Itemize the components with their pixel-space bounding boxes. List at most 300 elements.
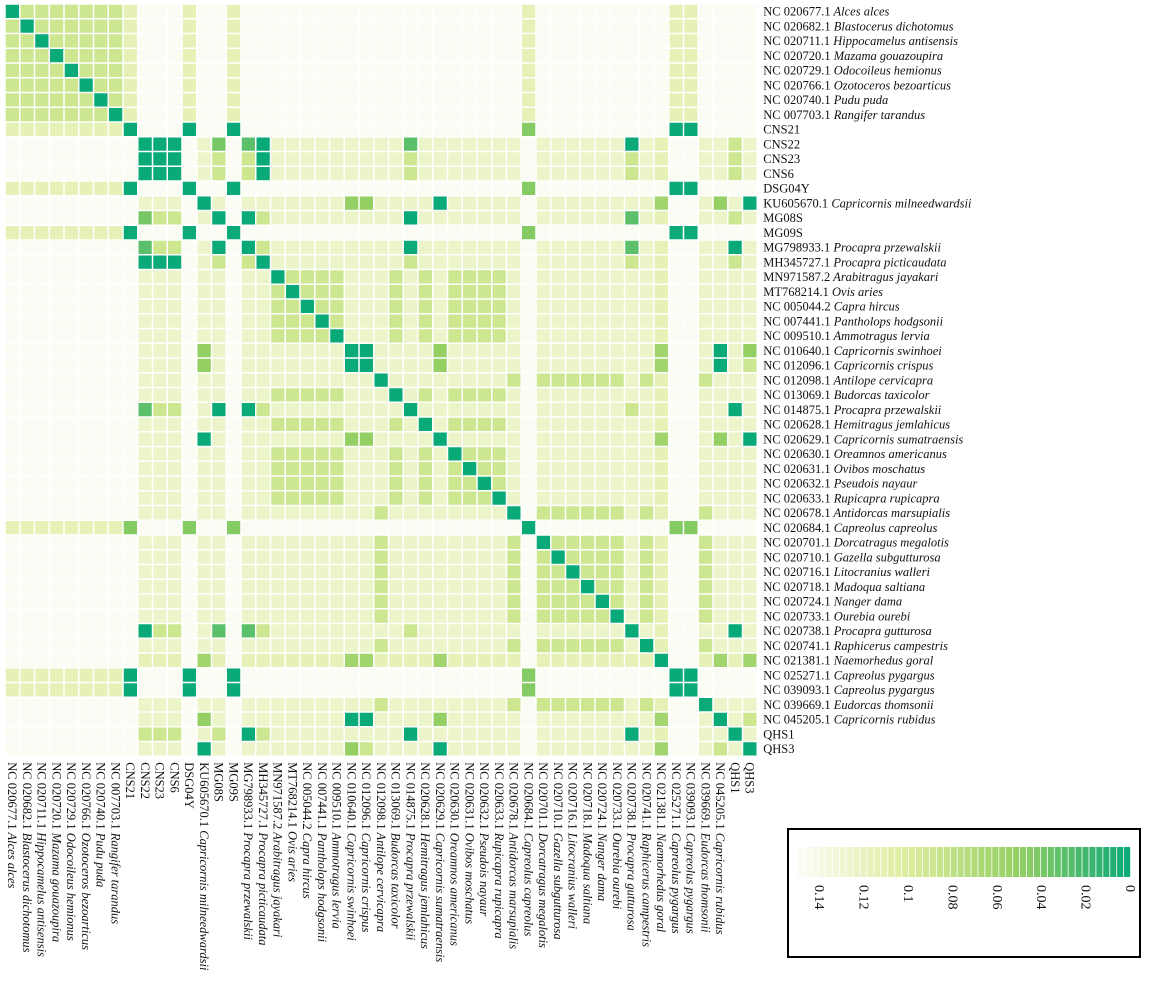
heatmap-cell: [109, 698, 122, 711]
heatmap-cell: [345, 20, 358, 33]
heatmap-cell: [139, 241, 152, 254]
heatmap-cell: [434, 669, 447, 682]
heatmap-cell: [581, 182, 594, 195]
heatmap-cell: [389, 462, 402, 475]
heatmap-cell: [50, 536, 63, 549]
heatmap-cell: [434, 462, 447, 475]
heatmap-cell: [699, 300, 712, 313]
heatmap-cell: [566, 270, 579, 283]
heatmap-cell: [419, 197, 432, 210]
heatmap-cell: [596, 197, 609, 210]
heatmap-cell: [625, 639, 638, 652]
heatmap-cell: [448, 226, 461, 239]
heatmap-cell: [65, 315, 78, 328]
heatmap-cell: [94, 211, 107, 224]
heatmap-cell: [463, 5, 476, 18]
heatmap-cell: [330, 447, 343, 460]
heatmap-cell: [537, 551, 550, 564]
heatmap-cell: [183, 256, 196, 269]
heatmap-cell: [168, 79, 181, 92]
heatmap-cell: [404, 521, 417, 534]
heatmap-cell: [714, 5, 727, 18]
heatmap-cell: [109, 447, 122, 460]
heatmap-cell: [271, 285, 284, 298]
heatmap-cell: [212, 359, 225, 372]
heatmap-cell: [596, 152, 609, 165]
heatmap-cell: [625, 536, 638, 549]
heatmap-cell: [345, 433, 358, 446]
heatmap-cell: [345, 270, 358, 283]
label-species: Alces alces: [830, 4, 890, 19]
heatmap-cell: [389, 447, 402, 460]
colorbar: [788, 829, 1140, 957]
heatmap-cell: [404, 211, 417, 224]
heatmap-cell: [640, 698, 653, 711]
heatmap-cell: [80, 654, 93, 667]
heatmap-cell: [552, 610, 565, 623]
heatmap-cell: [198, 433, 211, 446]
colorbar-tick-label: 0.02: [1077, 885, 1093, 910]
heatmap-cell: [198, 270, 211, 283]
heatmap-cell: [507, 123, 520, 136]
heatmap-cell: [80, 108, 93, 121]
heatmap-cell: [596, 388, 609, 401]
heatmap-cell: [463, 492, 476, 505]
heatmap-cell: [434, 595, 447, 608]
heatmap-cell: [448, 742, 461, 755]
heatmap-cell: [743, 270, 756, 283]
heatmap-cell: [684, 315, 697, 328]
heatmap-cell: [596, 79, 609, 92]
label-accession: NC 012098.1: [373, 762, 388, 830]
heatmap-cell: [375, 551, 388, 564]
label-species: Madoqua saltiana: [580, 829, 595, 925]
heatmap-cell: [286, 64, 299, 77]
heatmap-cell: [316, 152, 329, 165]
heatmap-cell: [522, 610, 535, 623]
heatmap-cell: [522, 418, 535, 431]
heatmap-cell: [670, 152, 683, 165]
heatmap-cell: [640, 329, 653, 342]
heatmap-cell: [345, 138, 358, 151]
heatmap-cell: [35, 610, 48, 623]
heatmap-cell: [419, 20, 432, 33]
heatmap-cell: [94, 565, 107, 578]
heatmap-cell: [316, 197, 329, 210]
heatmap-cell: [655, 698, 668, 711]
label-accession: MN971587.2: [270, 762, 285, 830]
heatmap-cell: [183, 108, 196, 121]
heatmap-cell: [124, 138, 137, 151]
heatmap-cell: [537, 742, 550, 755]
heatmap-cell: [581, 536, 594, 549]
heatmap-cell: [50, 403, 63, 416]
row-label: [763, 477, 917, 491]
heatmap-cell: [21, 49, 34, 62]
heatmap-cell: [168, 669, 181, 682]
heatmap-cell: [640, 315, 653, 328]
heatmap-cell: [227, 565, 240, 578]
heatmap-cell: [80, 683, 93, 696]
heatmap-cell: [35, 329, 48, 342]
heatmap-cell: [94, 79, 107, 92]
heatmap-cell: [670, 698, 683, 711]
heatmap-cell: [316, 433, 329, 446]
heatmap-cell: [257, 300, 270, 313]
heatmap-cell: [124, 551, 137, 564]
heatmap-cell: [139, 256, 152, 269]
heatmap-cell: [360, 418, 373, 431]
heatmap-cell: [684, 565, 697, 578]
label-accession: QHS1: [727, 762, 742, 794]
heatmap-cell: [389, 241, 402, 254]
heatmap-cell: [655, 683, 668, 696]
heatmap-cell: [286, 152, 299, 165]
heatmap-cell: [611, 403, 624, 416]
heatmap-cell: [6, 49, 19, 62]
heatmap-cell: [212, 639, 225, 652]
heatmap-cell: [463, 418, 476, 431]
heatmap-cell: [109, 226, 122, 239]
heatmap-cell: [94, 698, 107, 711]
heatmap-cell: [507, 492, 520, 505]
heatmap-cell: [566, 285, 579, 298]
heatmap-cell: [80, 256, 93, 269]
heatmap-cell: [286, 20, 299, 33]
heatmap-cell: [448, 123, 461, 136]
heatmap-cell: [124, 270, 137, 283]
heatmap-cell: [507, 565, 520, 578]
heatmap-cell: [109, 388, 122, 401]
heatmap-cell: [640, 462, 653, 475]
heatmap-cell: [301, 93, 314, 106]
heatmap-cell: [448, 713, 461, 726]
label-species: Capricornis swinhoei: [344, 829, 359, 941]
heatmap-cell: [434, 551, 447, 564]
heatmap-cell: [507, 521, 520, 534]
heatmap-cell: [35, 669, 48, 682]
label-species: Capreolus pygargus: [683, 829, 698, 934]
heatmap-cell: [537, 521, 550, 534]
heatmap-cell: [301, 580, 314, 593]
heatmap-cell: [375, 182, 388, 195]
heatmap-cell: [684, 742, 697, 755]
heatmap-cell: [493, 654, 506, 667]
heatmap-cell: [35, 152, 48, 165]
heatmap-cell: [714, 551, 727, 564]
heatmap-cell: [94, 403, 107, 416]
heatmap-cell: [419, 93, 432, 106]
heatmap-cell: [35, 521, 48, 534]
heatmap-cell: [345, 197, 358, 210]
heatmap-cell: [670, 344, 683, 357]
row-label: [763, 403, 942, 417]
heatmap-cell: [6, 639, 19, 652]
heatmap-cell: [522, 138, 535, 151]
heatmap-cell: [139, 79, 152, 92]
heatmap-cell: [35, 344, 48, 357]
row-label: [763, 373, 933, 387]
heatmap-cell: [50, 713, 63, 726]
heatmap-cell: [301, 713, 314, 726]
heatmap-cell: [21, 521, 34, 534]
heatmap-cell: [316, 388, 329, 401]
heatmap-cell: [655, 315, 668, 328]
colorbar-segment: [985, 847, 991, 877]
heatmap-cell: [699, 713, 712, 726]
heatmap-cell: [316, 447, 329, 460]
heatmap-cell: [21, 418, 34, 431]
heatmap-cell: [212, 477, 225, 490]
heatmap-cell: [139, 624, 152, 637]
label-species: Rupicapra rupicapra: [491, 829, 506, 939]
heatmap-cell: [552, 506, 565, 519]
heatmap-cell: [478, 388, 491, 401]
heatmap-cell: [301, 182, 314, 195]
heatmap-cell: [670, 211, 683, 224]
heatmap-cell: [493, 344, 506, 357]
heatmap-cell: [699, 270, 712, 283]
heatmap-cell: [198, 698, 211, 711]
heatmap-cell: [684, 108, 697, 121]
heatmap-cell: [198, 565, 211, 578]
heatmap-cell: [743, 197, 756, 210]
label-accession: NC 020628.1: [418, 762, 433, 830]
heatmap-cell: [507, 669, 520, 682]
heatmap-cell: [463, 683, 476, 696]
heatmap-cell: [389, 315, 402, 328]
heatmap-cell: [198, 403, 211, 416]
heatmap-cell: [80, 580, 93, 593]
heatmap-cell: [448, 565, 461, 578]
heatmap-cell: [625, 669, 638, 682]
heatmap-cell: [611, 447, 624, 460]
heatmap-cell: [522, 197, 535, 210]
heatmap-cell: [109, 683, 122, 696]
heatmap-cell: [625, 152, 638, 165]
heatmap-cell: [227, 477, 240, 490]
heatmap-cell: [330, 551, 343, 564]
heatmap-cell: [714, 285, 727, 298]
heatmap-cell: [670, 315, 683, 328]
heatmap-cell: [625, 344, 638, 357]
heatmap-cell: [581, 639, 594, 652]
heatmap-cell: [50, 477, 63, 490]
column-label: [580, 762, 594, 924]
heatmap-cell: [596, 211, 609, 224]
heatmap-cell: [153, 403, 166, 416]
heatmap-cell: [537, 359, 550, 372]
heatmap-cell: [124, 93, 137, 106]
heatmap-cell: [478, 20, 491, 33]
heatmap-cell: [271, 713, 284, 726]
heatmap-cell: [389, 167, 402, 180]
heatmap-cell: [6, 624, 19, 637]
heatmap-cell: [714, 624, 727, 637]
heatmap-cell: [670, 713, 683, 726]
heatmap-cell: [301, 551, 314, 564]
heatmap-cell: [640, 610, 653, 623]
heatmap-cell: [566, 226, 579, 239]
heatmap-cell: [684, 93, 697, 106]
label-species: Arabitragus jayakari: [830, 270, 939, 285]
heatmap-cell: [257, 285, 270, 298]
heatmap-cell: [50, 551, 63, 564]
heatmap-cell: [109, 418, 122, 431]
heatmap-cell: [507, 256, 520, 269]
heatmap-cell: [80, 388, 93, 401]
heatmap-cell: [478, 64, 491, 77]
heatmap-cell: [684, 5, 697, 18]
heatmap-cell: [699, 698, 712, 711]
heatmap-cell: [139, 742, 152, 755]
heatmap-cell: [153, 580, 166, 593]
heatmap-cell: [286, 49, 299, 62]
heatmap-cell: [21, 713, 34, 726]
column-label: [35, 762, 49, 957]
heatmap-cell: [611, 624, 624, 637]
heatmap-cell: [50, 506, 63, 519]
heatmap-cell: [345, 639, 358, 652]
heatmap-cell: [360, 388, 373, 401]
heatmap-cell: [345, 698, 358, 711]
heatmap-cell: [286, 698, 299, 711]
heatmap-cell: [596, 138, 609, 151]
heatmap-cell: [80, 433, 93, 446]
heatmap-cell: [537, 152, 550, 165]
heatmap-cell: [522, 639, 535, 652]
heatmap-cell: [94, 197, 107, 210]
heatmap-cell: [743, 285, 756, 298]
heatmap-cell: [139, 300, 152, 313]
label-accession: MG08S: [763, 211, 803, 226]
heatmap-cell: [301, 728, 314, 741]
label-species: Capricornis swinhoei: [830, 343, 942, 358]
heatmap-cell: [345, 374, 358, 387]
heatmap-cell: [566, 683, 579, 696]
heatmap-cell: [257, 138, 270, 151]
heatmap-cell: [729, 300, 742, 313]
heatmap-cell: [242, 388, 255, 401]
heatmap-cell: [596, 447, 609, 460]
heatmap-cell: [330, 138, 343, 151]
heatmap-cell: [139, 492, 152, 505]
heatmap-cell: [699, 226, 712, 239]
heatmap-cell: [375, 565, 388, 578]
heatmap-cell: [212, 683, 225, 696]
heatmap-cell: [286, 300, 299, 313]
heatmap-cell: [463, 669, 476, 682]
heatmap-cell: [552, 669, 565, 682]
heatmap-cell: [404, 344, 417, 357]
heatmap-cell: [35, 138, 48, 151]
heatmap-cell: [345, 241, 358, 254]
heatmap-cell: [257, 64, 270, 77]
heatmap-cell: [139, 654, 152, 667]
heatmap-cell: [522, 49, 535, 62]
heatmap-cell: [21, 506, 34, 519]
heatmap-cell: [434, 285, 447, 298]
heatmap-cell: [6, 211, 19, 224]
heatmap-cell: [360, 300, 373, 313]
heatmap-cell: [212, 595, 225, 608]
heatmap-cell: [729, 182, 742, 195]
label-species: Hemitragus jemlahicus: [830, 417, 951, 432]
heatmap-cell: [463, 654, 476, 667]
heatmap-cell: [404, 5, 417, 18]
column-label: [94, 762, 108, 887]
heatmap-cell: [35, 211, 48, 224]
heatmap-cell: [139, 403, 152, 416]
heatmap-cell: [330, 226, 343, 239]
heatmap-cell: [670, 64, 683, 77]
heatmap-cell: [507, 374, 520, 387]
heatmap-cell: [80, 595, 93, 608]
heatmap-cell: [389, 93, 402, 106]
heatmap-cell: [6, 359, 19, 372]
row-label: [763, 624, 932, 638]
heatmap-cell: [581, 698, 594, 711]
heatmap-cell: [360, 5, 373, 18]
heatmap-cell: [109, 565, 122, 578]
heatmap-cell: [168, 742, 181, 755]
heatmap-cell: [330, 329, 343, 342]
label-species: Ovis aries: [285, 827, 300, 883]
heatmap-cell: [389, 521, 402, 534]
heatmap-cell: [271, 403, 284, 416]
heatmap-cell: [537, 182, 550, 195]
heatmap-cells: [6, 5, 757, 756]
heatmap-cell: [655, 654, 668, 667]
heatmap-cell: [655, 197, 668, 210]
heatmap-cell: [655, 49, 668, 62]
heatmap-cell: [330, 388, 343, 401]
heatmap-cell: [35, 256, 48, 269]
heatmap-cell: [566, 108, 579, 121]
heatmap-cell: [168, 211, 181, 224]
heatmap-cell: [242, 669, 255, 682]
heatmap-cell: [21, 64, 34, 77]
heatmap-cell: [242, 595, 255, 608]
heatmap-cell: [316, 93, 329, 106]
heatmap-cell: [389, 344, 402, 357]
heatmap-cell: [478, 551, 491, 564]
heatmap-cell: [94, 447, 107, 460]
heatmap-cell: [212, 506, 225, 519]
heatmap-cell: [65, 285, 78, 298]
heatmap-cell: [729, 403, 742, 416]
row-label: [763, 609, 911, 623]
heatmap-cell: [330, 624, 343, 637]
column-labels: [5, 762, 757, 971]
heatmap-cell: [566, 610, 579, 623]
heatmap-cell: [271, 654, 284, 667]
heatmap-cell: [522, 79, 535, 92]
heatmap-cell: [684, 492, 697, 505]
heatmap-cell: [35, 433, 48, 446]
heatmap-cell: [596, 34, 609, 47]
heatmap-cell: [375, 93, 388, 106]
heatmap-cell: [552, 595, 565, 608]
heatmap-cell: [6, 93, 19, 106]
heatmap-cell: [493, 93, 506, 106]
heatmap-cell: [537, 433, 550, 446]
heatmap-cell: [183, 241, 196, 254]
label-species: Dorcatragus megalotis: [536, 829, 551, 948]
row-label: [763, 462, 925, 476]
label-accession: NC 020701.1: [763, 535, 831, 550]
heatmap-cell: [419, 742, 432, 755]
